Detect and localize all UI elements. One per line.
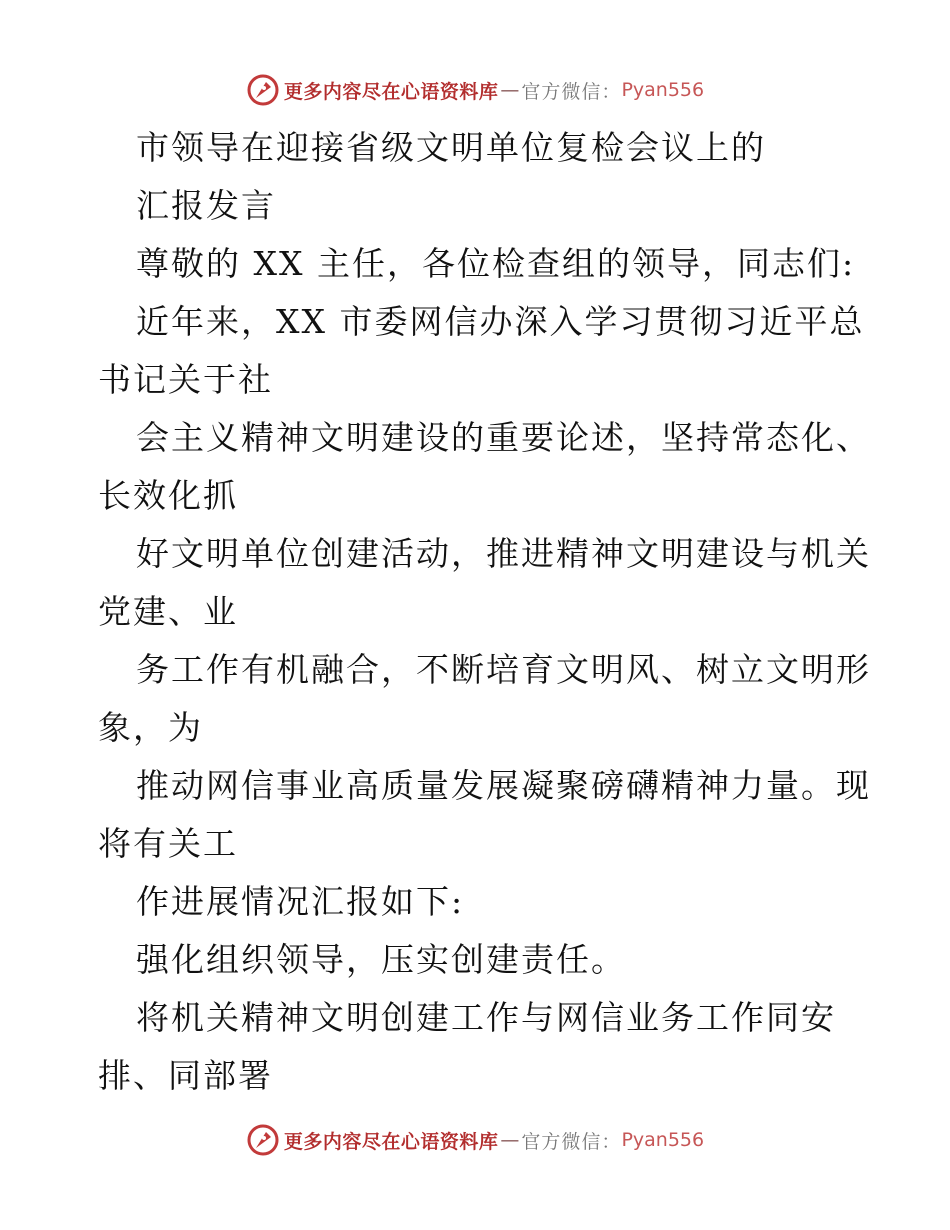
text-line: 尊敬的 XX 主任，各位检查组的领导，同志们: <box>136 244 856 283</box>
pen-nib-logo-icon <box>246 73 280 107</box>
text-line: 汇报发言 <box>136 186 276 225</box>
text-line: 象，为 <box>98 708 203 747</box>
text-line: 长效化抓 <box>98 476 238 515</box>
text-line: 党建、业 <box>98 592 238 631</box>
banner-wechat-label: 官方微信： <box>521 80 622 103</box>
banner-separator: — <box>500 79 520 101</box>
banner-wechat-label: 官方微信： <box>521 1130 622 1153</box>
text-line: 市领导在迎接省级文明单位复检会议上的 <box>136 128 766 167</box>
text-line: 强化组织领导，压实创建责任。 <box>136 940 626 979</box>
text-line: 将机关精神文明创建工作与网信业务工作同安 <box>136 998 836 1037</box>
text-line: 排、同部署 <box>98 1056 273 1095</box>
banner-separator: — <box>500 1129 520 1151</box>
text-line: 好文明单位创建活动，推进精神文明建设与机关 <box>136 534 871 573</box>
text-line: 将有关工 <box>98 824 238 863</box>
banner-title: 更多内容尽在心语资料库 <box>283 1130 499 1153</box>
document-body <box>98 119 871 1105</box>
pen-nib-logo-icon <box>246 1123 280 1157</box>
header-banner <box>0 70 950 110</box>
banner-wechat-id: Pyan556 <box>621 79 705 101</box>
text-line: 推动网信事业高质量发展凝聚磅礴精神力量。现 <box>136 766 871 805</box>
text-line: 作进展情况汇报如下: <box>136 882 465 921</box>
text-line: 近年来，XX 市委网信办深入学习贯彻习近平总 <box>136 302 865 341</box>
text-line: 会主义精神文明建设的重要论述，坚持常态化、 <box>136 418 871 457</box>
text-line: 书记关于社 <box>98 360 273 399</box>
footer-banner <box>0 1120 950 1160</box>
banner-wechat-id: Pyan556 <box>621 1129 705 1151</box>
banner-title: 更多内容尽在心语资料库 <box>283 80 499 103</box>
text-line: 务工作有机融合，不断培育文明风、树立文明形 <box>136 650 871 689</box>
